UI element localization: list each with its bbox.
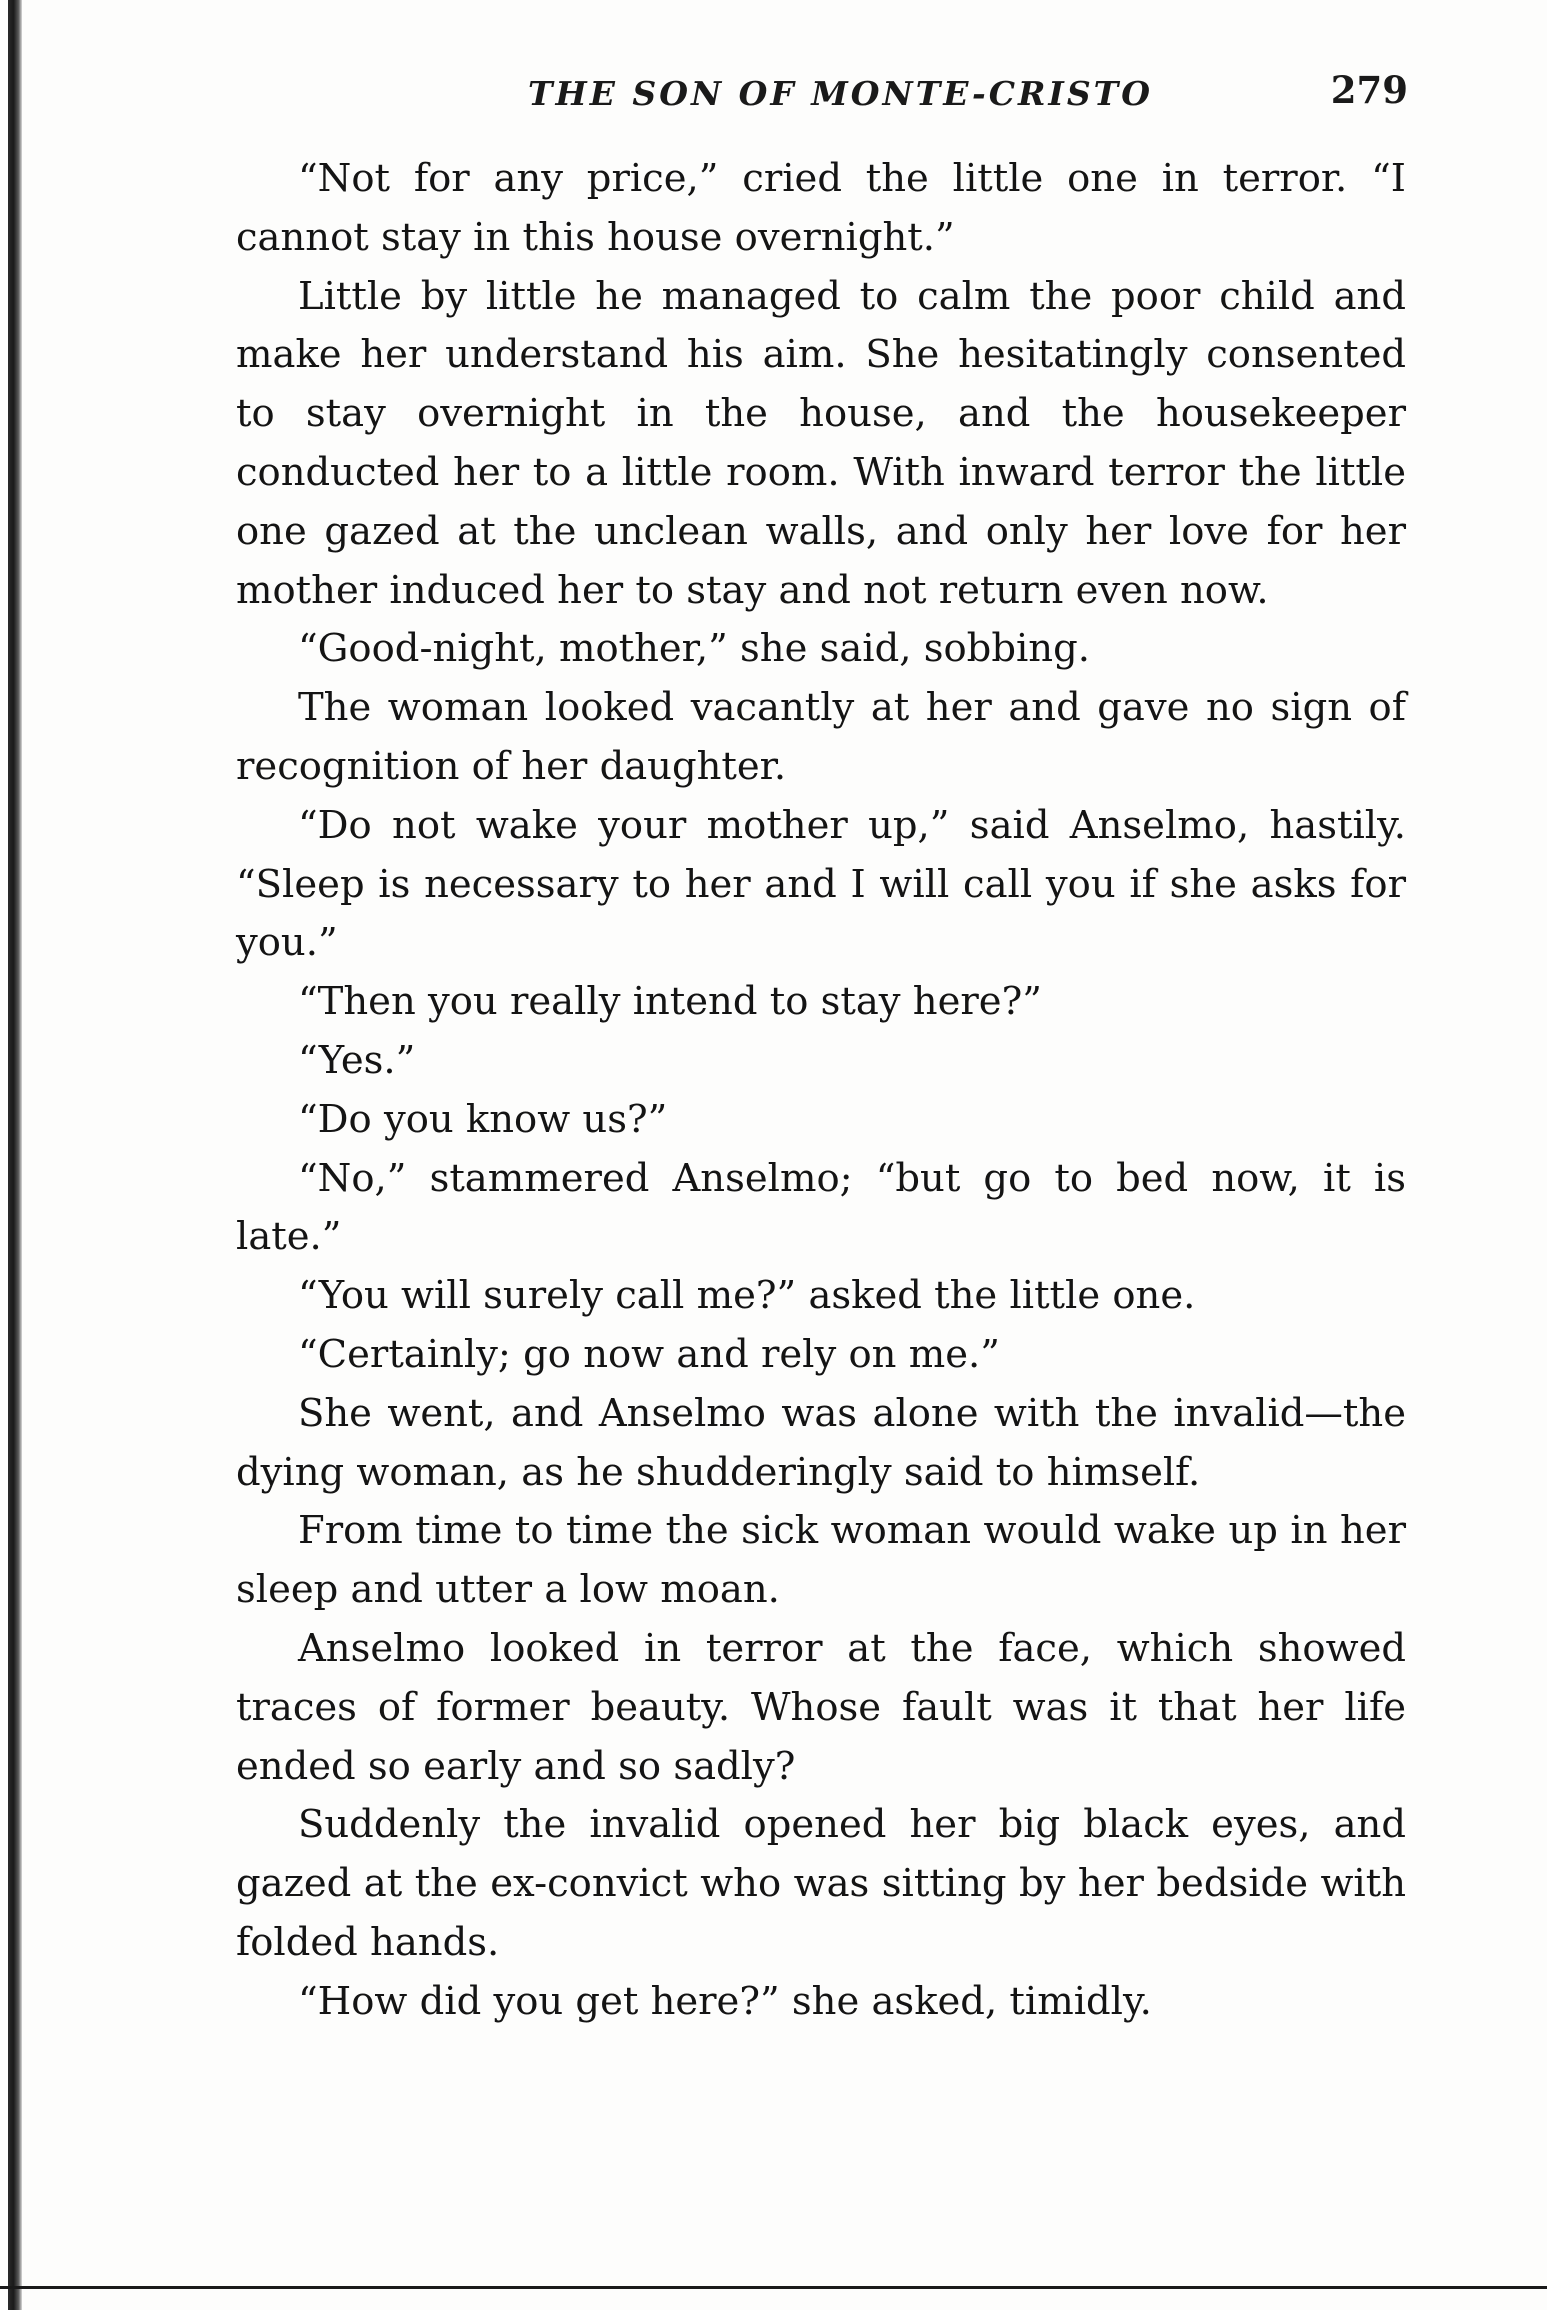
paragraph: Suddenly the invalid opened her big black eyes, and gazed at the ex-convict who was sitting by her bedside with folded hands. [236,1802,1406,1965]
running-title: THE SON OF MONTE-CRISTO [528,74,1153,113]
page-header [238,64,1408,124]
paragraph: “Certainly; go now and rely on me.” [298,1331,1000,1377]
paragraph: “Yes.” [298,1037,416,1083]
paragraph: Little by little he managed to calm the poor child and make her understand his aim. She hesitatingly consented to stay overnight in the house, and the housekeeper conducted her to a little room. With inward terror the little one gazed at the unclean walls, and only her love for her mother induced her to stay and not return even now. [236,273,1406,613]
bottom-rule [0,2286,1547,2289]
paragraph: The woman looked vacantly at her and gave no sign of recognition of her daughter. [236,685,1406,789]
paragraph: “How did you get here?” she asked, timidly. [298,1978,1152,2024]
paragraph: “Not for any price,” cried the little one in terror. “I cannot stay in this house overnight.” [236,156,1406,260]
paragraph: “Do not wake your mother up,” said Anselmo, hastily. “Sleep is necessary to her and I will call you if she asks for you.” [236,802,1406,966]
paragraph: Anselmo looked in terror at the face, which showed traces of former beauty. Whose fault was it that her life ended so early and so sadly? [236,1625,1406,1789]
paragraph: “No,” stammered Anselmo; “but go to bed now, it is late.” [236,1155,1406,1260]
body-text [236,150,1406,2032]
paragraph: “Then you really intend to stay here?” [298,979,1042,1025]
paragraph: She went, and Anselmo was alone with the invalid—the dying woman, as he shudderingly said to himself. [236,1390,1406,1495]
paragraph: “You will surely call me?” asked the little one. [298,1273,1196,1319]
binding-edge [8,0,22,2310]
paragraph: “Do you know us?” [298,1096,668,1142]
paragraph: From time to time the sick woman would wake up in her sleep and utter a low moan. [236,1508,1406,1613]
page-number: 279 [1330,68,1408,112]
paragraph: “Good-night, mother,” she said, sobbing. [298,626,1090,672]
